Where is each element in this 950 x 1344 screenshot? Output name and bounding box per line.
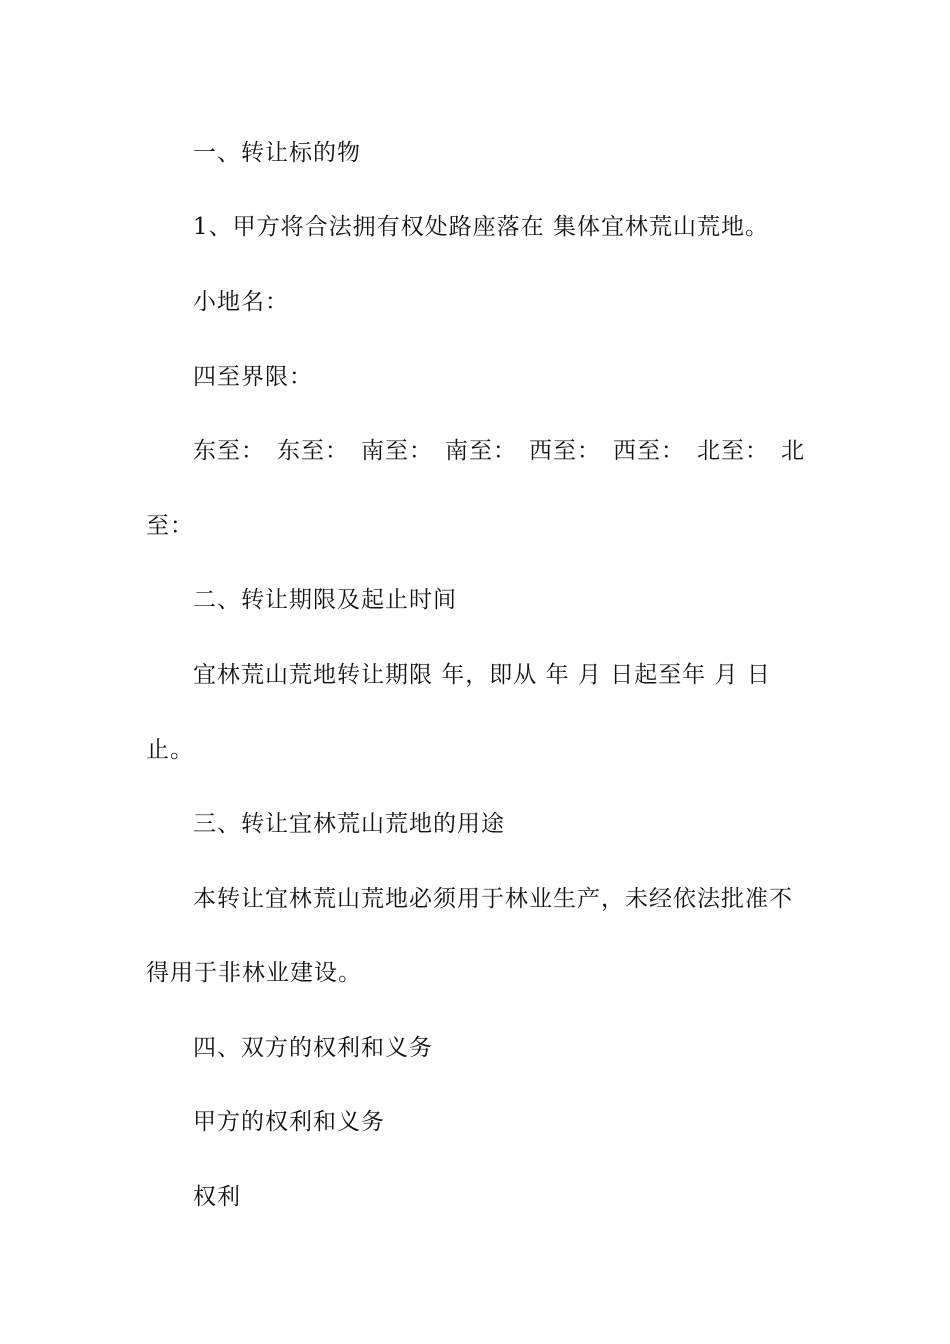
subheading-party-a: 甲方的权利和义务 [193, 1109, 385, 1135]
section-heading-3: 三、转让宜林荒山荒地的用途 [193, 811, 505, 837]
paragraph-usage-continuation: 得用于非林业建设。 [146, 960, 362, 986]
paragraph-term: 宜林荒山荒地转让期限 年，即从 年 月 日起至年 月 日 [193, 662, 771, 688]
boundary-item: 南至： [445, 438, 517, 464]
boundary-item: 西至： [613, 438, 685, 464]
subheading-rights: 权利 [193, 1184, 241, 1210]
paragraph-term-continuation: 止。 [146, 737, 194, 763]
section-heading-1: 一、转让标的物 [193, 140, 361, 166]
section-heading-2: 二、转让期限及起止时间 [193, 587, 457, 613]
paragraph-location: 1、甲方将合法拥有权处路座落在 集体宜林荒山荒地。 [193, 214, 769, 240]
boundary-item: 南至： [361, 438, 433, 464]
boundary-item: 东至： [193, 438, 265, 464]
boundary-item: 东至： [277, 438, 349, 464]
boundary-row-continuation: 至： [146, 513, 194, 539]
boundary-row [193, 436, 805, 466]
paragraph-usage: 本转让宜林荒山荒地必须用于林业生产，未经依法批准不 [193, 886, 793, 912]
paragraph-boundaries: 四至界限： [193, 364, 313, 390]
boundary-item: 西至： [529, 438, 601, 464]
boundary-item: 北至： [697, 438, 769, 464]
section-heading-4: 四、双方的权利和义务 [193, 1035, 433, 1061]
boundary-item: 北 [781, 438, 805, 464]
paragraph-place-name: 小地名： [193, 289, 289, 315]
